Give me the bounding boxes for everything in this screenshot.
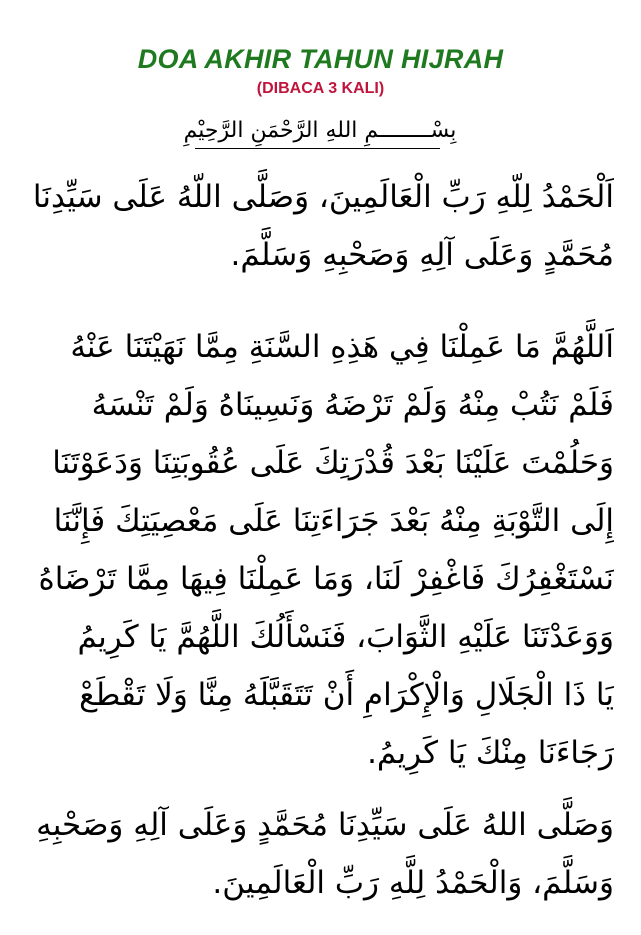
arabic-line: وَحَلُمْتَ عَلَيْنَا بَعْدَ قُدْرَتِكَ عَلَى عُقُوبَتِنَا وَدَعَوْتَنَا bbox=[52, 445, 614, 481]
paragraph-closing bbox=[28, 796, 614, 912]
document-subtitle: (DIBACA 3 KALI) bbox=[256, 80, 385, 97]
arabic-line: وَوَعَدْتَنَا عَلَيْهِ الثَّوَابَ، فَنَسْأَلُكَ اللَّهُمَّ يَا كَرِيمُ bbox=[77, 619, 614, 655]
basmalah-calligraphy: بِسْــــــــمِ اللهِ الرَّحْمَنِ الرَّحِيْمِ bbox=[183, 118, 457, 143]
arabic-line: مُحَمَّدٍ وَعَلَى آلِهِ وَصَحْبِهِ وَسَلَّمَ. bbox=[230, 237, 614, 273]
arabic-line: اَللَّهُمَّ مَا عَمِلْنَا فِي هَذِهِ السَّنَةِ مِمَّا نَهَيْتَنَا عَنْهُ bbox=[70, 329, 614, 365]
paragraph-main-prayer bbox=[28, 318, 614, 782]
paragraph-opening bbox=[28, 168, 614, 284]
arabic-line: نَسْتَغْفِرُكَ فَاغْفِرْ لَنَا، وَمَا عَمِلْنَا فِيهَا مِمَّا تَرْضَاهُ bbox=[38, 561, 614, 597]
arabic-line: فَلَمْ نَتُبْ مِنْهُ وَلَمْ تَرْضَهُ وَنَسِينَاهُ وَلَمْ تَنْسَهُ bbox=[91, 387, 614, 423]
document-title: DOA AKHIR TAHUN HIJRAH bbox=[137, 44, 504, 74]
arabic-line: اَلْحَمْدُ لِلّهِ رَبِّ الْعَالَمِينَ، وَصَلَّى اللّهُ عَلَى سَيِّدِنَا bbox=[32, 179, 614, 215]
basmalah-underline bbox=[195, 148, 440, 149]
arabic-line: رَجَاءَنَا مِنْكَ يَا كَرِيمُ. bbox=[367, 735, 614, 771]
arabic-line: وَصَلَّى اللهُ عَلَى سَيِّدِنَا مُحَمَّدٍ وَعَلَى آلِهِ وَصَحْبِهِ bbox=[36, 807, 614, 843]
arabic-line: يَا ذَا الْجَلَالِ وَالْإِكْرَامِ أَنْ تَتَقَبَّلَهُ مِنَّا وَلَا تَقْطَعْ bbox=[79, 677, 614, 713]
arabic-line: وَسَلَّمَ، وَالْحَمْدُ لِلَّهِ رَبِّ الْعَالَمِينَ. bbox=[212, 865, 614, 901]
arabic-line: إِلَى التَّوْبَةِ مِنْهُ بَعْدَ جَرَاءَتِنَا عَلَى مَعْصِيَتِكَ فَإِنَّنَا bbox=[53, 503, 614, 539]
